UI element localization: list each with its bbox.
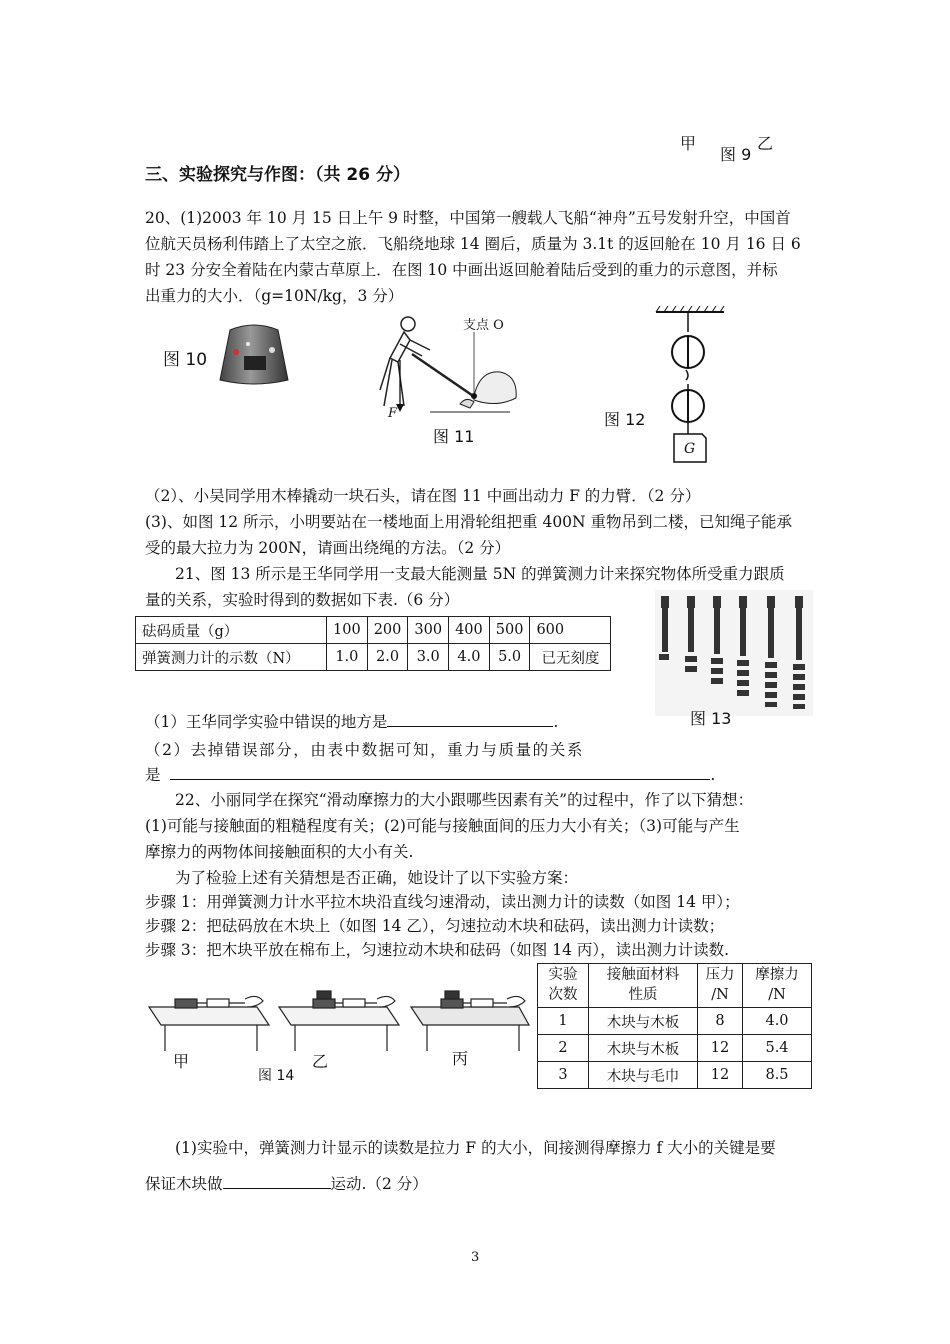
fig9-caption: 图 9	[720, 145, 752, 164]
table-cell: 8	[698, 1008, 743, 1035]
table-cell: 600	[530, 617, 611, 644]
q20-part3-line-1: (3)、如图 12 所示，小明要站在一楼地面上用滑轮组把重 400N 重物吊到二楼，已知绳子能承	[145, 513, 793, 531]
table-cell: 4.0	[743, 1008, 812, 1035]
q20-line-2: 位航天员杨利伟踏上了太空之旅．飞船绕地球 14 圈后，质量为 3.1t 的返回舱在 10 月 16 日 6	[145, 235, 801, 253]
table-row	[538, 1008, 812, 1035]
table-cell: 2.0	[367, 644, 408, 671]
friction-experiment-figure	[145, 985, 530, 1055]
table-header-cell: 接触面材料 性质	[589, 964, 698, 1008]
table-cell: 5.0	[489, 644, 530, 671]
table-cell: 12	[698, 1062, 743, 1089]
q22-question-1-line-2	[145, 1172, 428, 1194]
table-cell: 弹簧测力计的示数（N）	[136, 644, 327, 671]
top-label-yi: 乙	[757, 134, 774, 153]
table-cell: 3	[538, 1062, 589, 1089]
q22-question-1-line-1: (1)实验中，弹簧测力计显示的读数是拉力 F 的大小，间接测得摩擦力 f 大小的关键是要	[175, 1139, 776, 1157]
table-row	[538, 1035, 812, 1062]
fig14-label-jia: 甲	[173, 1052, 190, 1071]
q22-intro-line-3: 摩擦力的两物体间接触面积的大小有关.	[145, 843, 414, 861]
q21-question-2-line-2	[145, 763, 715, 785]
q20-part3-line-2: 受的最大拉力为 200N，请画出绕绳的方法。（2 分）	[145, 539, 511, 557]
q22-plan: 为了检验上述有关猜想是否正确，她设计了以下实验方案：	[175, 869, 579, 887]
table-cell: 100	[327, 617, 368, 644]
table-header-row	[538, 964, 812, 1008]
table-cell: 200	[367, 617, 408, 644]
q21-q2-text: 是	[145, 766, 161, 784]
table-cell: 1	[538, 1008, 589, 1035]
fig11-caption: 图 11	[433, 427, 475, 446]
table-cell: 砝码质量（g）	[136, 617, 327, 644]
q22-data-table	[537, 963, 812, 1089]
table-row	[136, 617, 611, 644]
table-cell: 500	[489, 617, 530, 644]
q22-intro-line-1: 22、小丽同学在探究“滑动摩擦力的大小跟哪些因素有关”的过程中，作了以下猜想：	[175, 791, 754, 809]
fig11-pivot-label: 支点 O	[463, 318, 504, 333]
table-cell: 已无刻度	[530, 644, 611, 671]
table-row	[538, 1062, 812, 1089]
fig10-caption: 图 10	[163, 350, 208, 370]
q22-q1-text-b: 运动.（2 分）	[330, 1175, 428, 1193]
table-cell: 4.0	[449, 644, 490, 671]
q21-intro-line-2: 量的关系，实验时得到的数据如下表.（6 分）	[145, 591, 460, 609]
q22-q1-text-a: 保证木块做	[145, 1175, 223, 1193]
table-cell: 1.0	[327, 644, 368, 671]
q22-step-3: 步骤 3：把木块平放在棉布上，匀速拉动木块和砝码（如图 14 丙），读出测力计读数.	[145, 941, 730, 959]
q22-step-2: 步骤 2：把砝码放在木块上（如图 14 乙），匀速拉动木块和砝码，读出测力计读数；	[145, 917, 725, 935]
table-cell: 400	[449, 617, 490, 644]
q21-q1-text: （1）王华同学实验中错误的地方是	[145, 713, 388, 731]
q21-q2-period: .	[710, 766, 716, 784]
page-number: 3	[471, 1250, 480, 1265]
table-header-cell: 摩擦力 /N	[743, 964, 812, 1008]
q21-q1-period: .	[553, 713, 559, 731]
q21-q2-answer-blank[interactable]	[170, 765, 710, 780]
q21-intro-line-1: 21、图 13 所示是王华同学用一支最大能测量 5N 的弹簧测力计来探究物体所受重力跟质	[175, 565, 785, 583]
q20-line-1: 20、(1)2003 年 10 月 15 日上午 9 时整，中国第一艘载人飞船“神舟”五号发射升空，中国首	[145, 209, 791, 227]
table-cell: 2	[538, 1035, 589, 1062]
q22-q1-answer-blank[interactable]	[223, 1174, 331, 1189]
q20-part2: （2）、小吴同学用木棒撬动一块石头，请在图 11 中画出动力 F 的力臂．（2 分）	[145, 487, 701, 505]
table-row	[136, 644, 611, 671]
table-cell: 木块与木板	[589, 1035, 698, 1062]
table-cell: 木块与木板	[589, 1008, 698, 1035]
fig12-weight-label: G	[684, 441, 696, 457]
fig12-caption: 图 12	[604, 410, 646, 429]
section-heading: 三、实验探究与作图：（共 26 分）	[145, 165, 410, 185]
return-capsule-image	[212, 322, 296, 388]
table-cell: 12	[698, 1035, 743, 1062]
table-header-cell: 压力 /N	[698, 964, 743, 1008]
table-header-cell: 实验 次数	[538, 964, 589, 1008]
q21-q1-answer-blank[interactable]	[387, 712, 553, 727]
table-cell: 5.4	[743, 1035, 812, 1062]
q21-question-2-line-1: （2）去掉错误部分，由表中数据可知，重力与质量的关系	[145, 741, 584, 759]
q20-line-4: 出重力的大小．（g=10N/kg，3 分）	[145, 287, 404, 305]
q20-line-3: 时 23 分安全着陆在内蒙古草原上．在图 10 中画出返回舱着陆后受到的重力的示意图，并标	[145, 261, 778, 279]
table-cell: 3.0	[408, 644, 449, 671]
spring-scales-figure	[655, 590, 813, 716]
fig13-caption: 图 13	[690, 709, 732, 728]
top-label-jia: 甲	[680, 134, 697, 153]
q22-step-1: 步骤 1：用弹簧测力计水平拉木块沿直线匀速滑动，读出测力计的读数（如图 14 甲）；	[145, 893, 740, 911]
q21-data-table	[135, 616, 611, 671]
fig14-label-yi: 乙	[312, 1052, 329, 1071]
q21-question-1	[145, 710, 558, 732]
table-cell: 8.5	[743, 1062, 812, 1089]
table-cell: 木块与毛巾	[589, 1062, 698, 1089]
table-cell: 300	[408, 617, 449, 644]
fig14-caption: 图 14	[258, 1068, 295, 1084]
fig14-label-bing: 丙	[452, 1049, 469, 1068]
q22-intro-line-2: (1)可能与接触面的粗糙程度有关；(2)可能与接触面间的压力大小有关；（3)可能与产生	[145, 817, 740, 835]
fig11-force-label: F	[388, 406, 398, 421]
